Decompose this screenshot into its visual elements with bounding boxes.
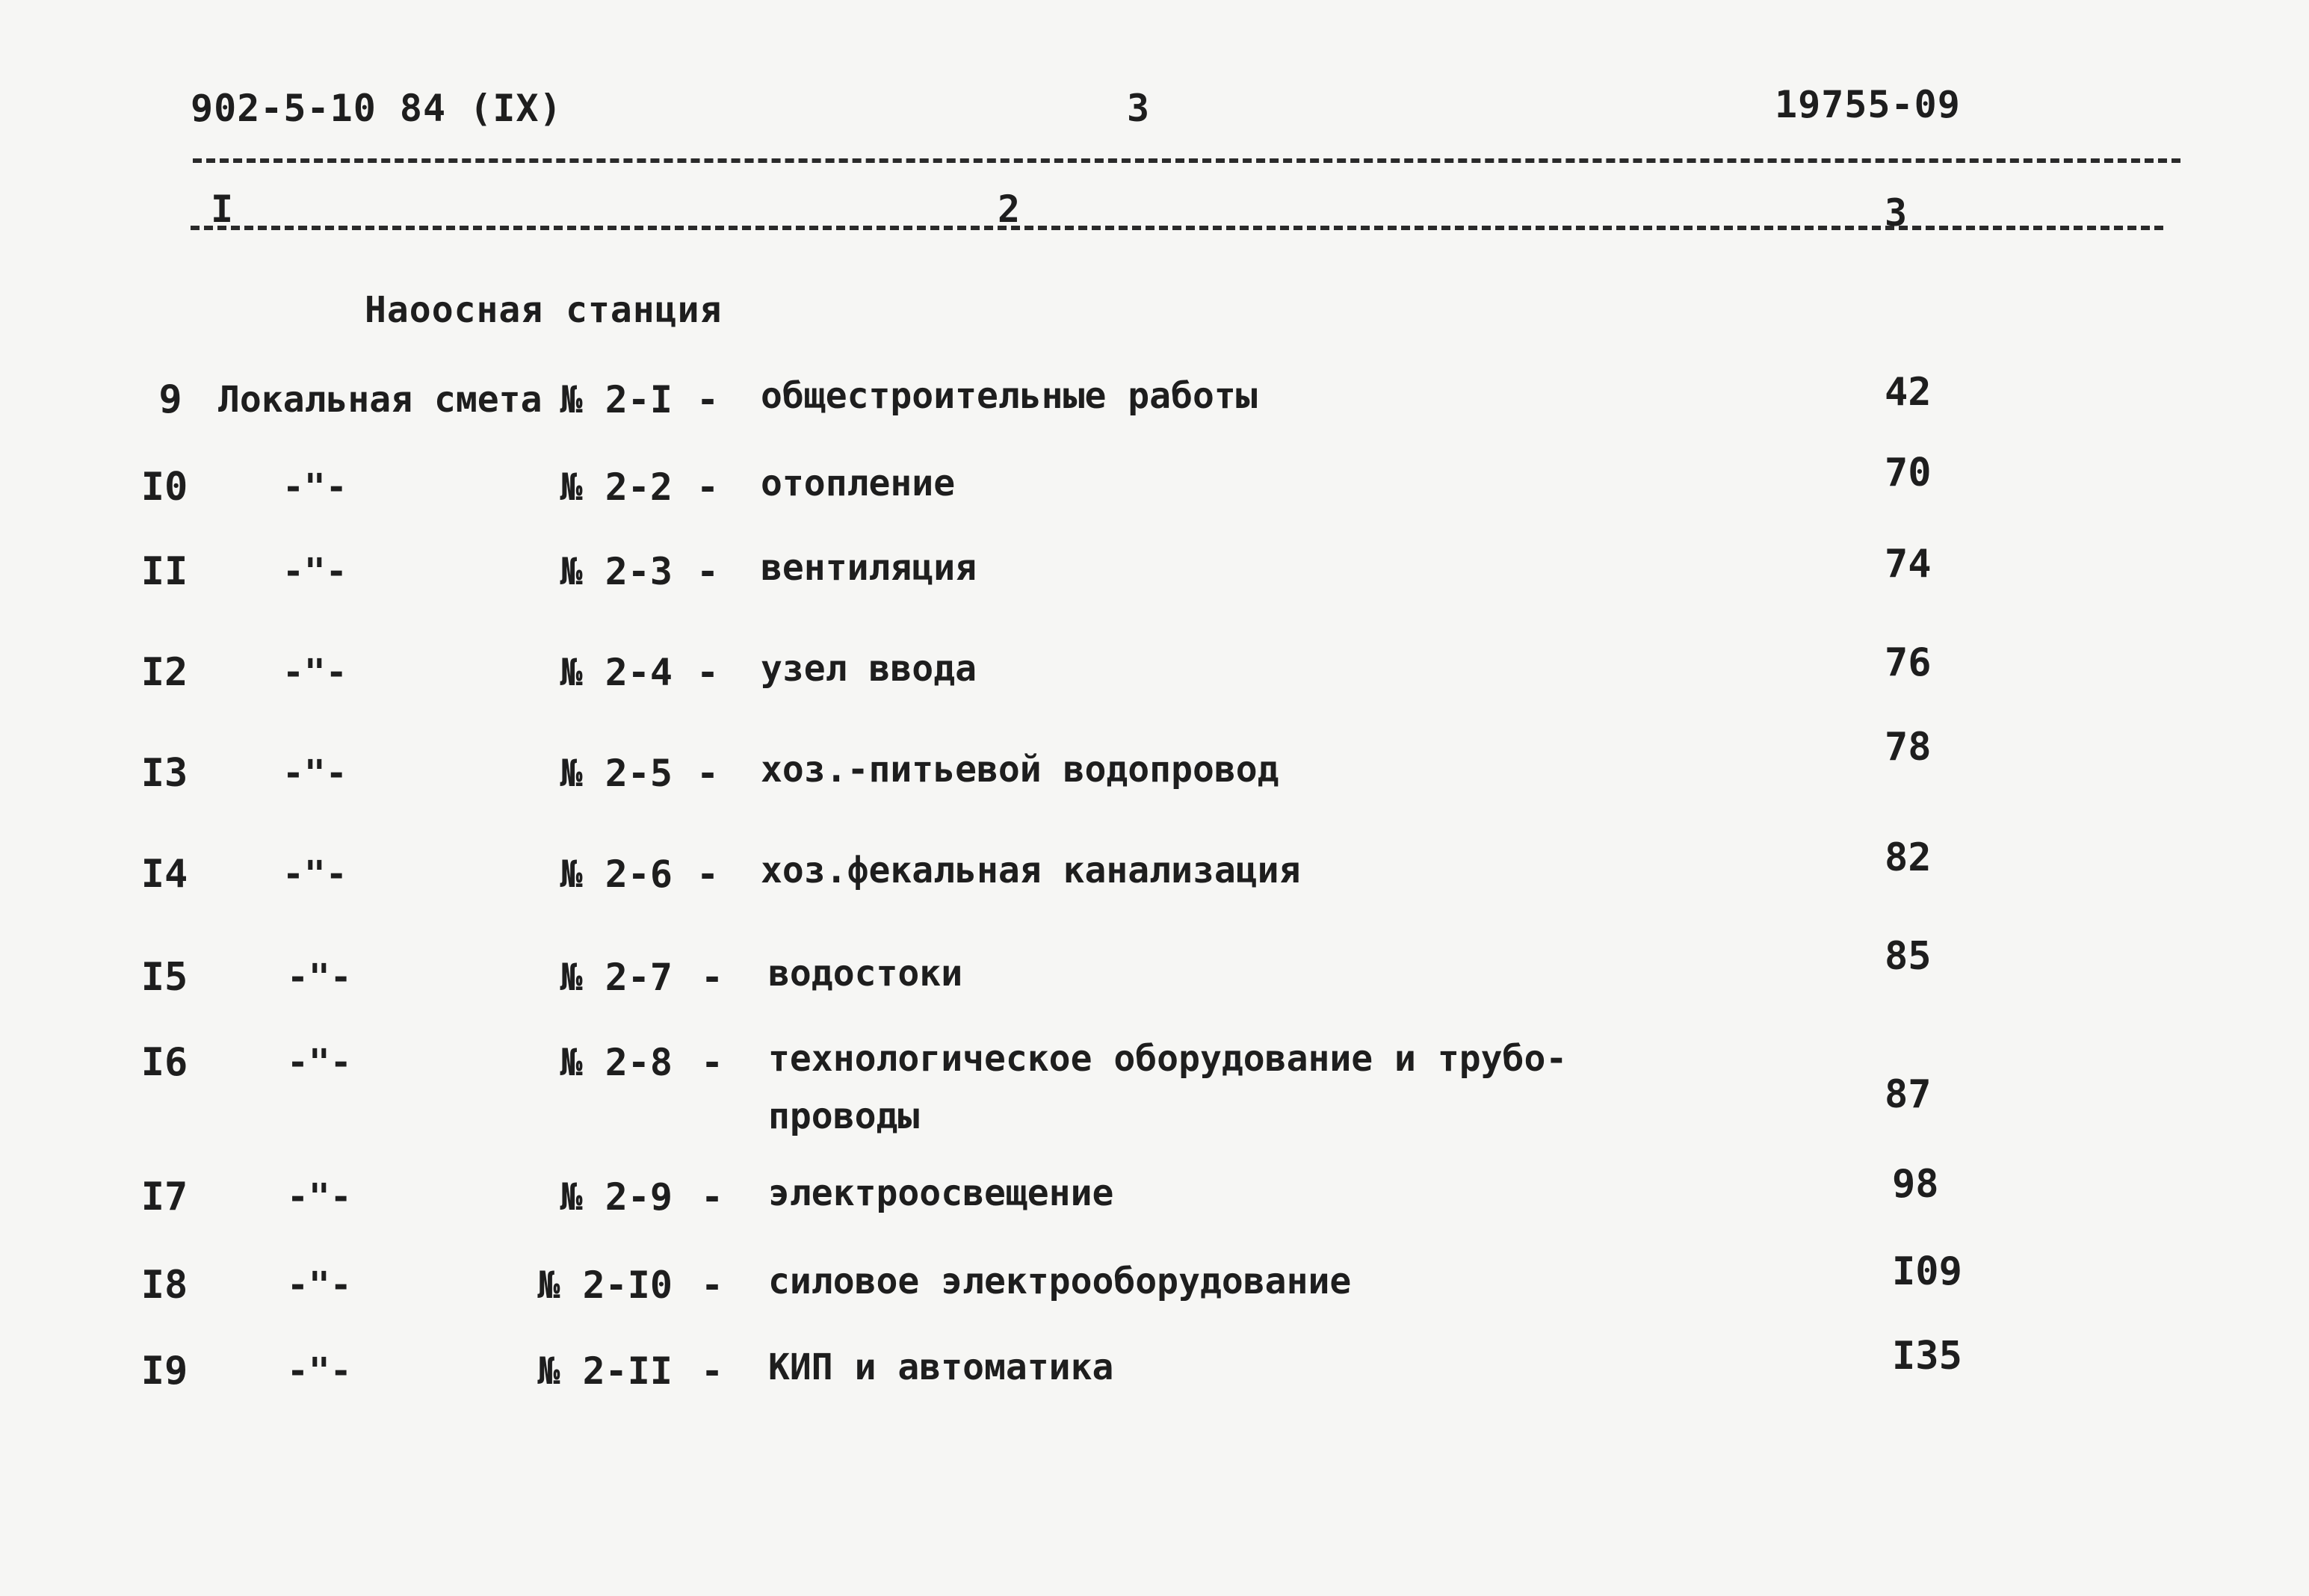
row-number: I2 (140, 650, 188, 695)
work-description: отопление (761, 463, 956, 504)
estimate-number: № 2-7 (560, 956, 673, 999)
estimate-number: № 2-2 (560, 466, 673, 509)
document-code-left: 902-5-10 84 (IX) (191, 87, 563, 130)
estimate-number: № 2-I0 (537, 1264, 673, 1307)
ditto-mark: -"- (287, 1176, 352, 1218)
work-description: узел ввода (761, 648, 977, 690)
row-dash: - (696, 651, 720, 694)
page-reference: 85 (1885, 934, 1932, 979)
row-dash: - (701, 1349, 724, 1393)
work-description: хоз.фекальная канализация (761, 850, 1301, 891)
row-number: 9 (158, 377, 182, 422)
row-dash: - (696, 378, 720, 421)
row-number: I8 (140, 1263, 188, 1308)
work-description: хоз.-питьевой водопровод (761, 749, 1279, 791)
row-dash: - (696, 466, 720, 509)
work-description: электроосвещение (768, 1172, 1114, 1214)
work-description: водостоки (768, 953, 963, 995)
row-number: I3 (140, 751, 188, 796)
header-divider (193, 158, 2180, 163)
work-description: силовое электрооборудование (768, 1261, 1352, 1302)
page-number: 3 (1127, 87, 1151, 130)
estimate-number: № 2-II (537, 1349, 673, 1393)
ditto-mark: -"- (287, 1042, 352, 1083)
ditto-mark: -"- (282, 853, 347, 895)
work-description: КИП и автоматика (768, 1346, 1114, 1388)
row-dash: - (701, 956, 724, 999)
column-number-3: 3 (1885, 191, 1908, 235)
estimate-number: № 2-9 (560, 1175, 673, 1219)
page-reference: 87 (1885, 1072, 1932, 1117)
ditto-mark: -"- (287, 956, 352, 998)
ditto-mark: -"- (282, 752, 347, 794)
row-number: I7 (140, 1175, 188, 1219)
page-reference: I09 (1892, 1249, 1962, 1294)
row-number: I9 (140, 1349, 188, 1394)
work-description: технологическое оборудование и трубо- (768, 1038, 1568, 1080)
page-reference: 74 (1885, 542, 1932, 587)
ditto-mark: -"- (282, 466, 347, 508)
row-dash: - (701, 1041, 724, 1084)
column-header-divider (191, 226, 2163, 230)
estimate-number: № 2-I (560, 378, 673, 421)
page-reference: 76 (1885, 640, 1932, 685)
page-reference: 82 (1885, 835, 1932, 880)
estimate-number: № 2-3 (560, 550, 673, 593)
row-number: I4 (140, 852, 188, 897)
row-number: I5 (140, 955, 188, 1000)
row-number: II (140, 549, 188, 594)
row-dash: - (696, 752, 720, 795)
row-dash: - (701, 1175, 724, 1219)
estimate-number: № 2-6 (560, 853, 673, 896)
estimate-number: № 2-4 (560, 651, 673, 694)
ditto-mark: -"- (282, 652, 347, 693)
column-number-1: I (211, 188, 235, 231)
page-reference: I35 (1892, 1334, 1962, 1379)
work-description-continued: проводы (768, 1095, 920, 1137)
row-number: I6 (140, 1040, 188, 1085)
page-reference: 78 (1885, 725, 1932, 770)
work-description: вентиляция (761, 547, 977, 589)
column-number-2: 2 (998, 188, 1021, 231)
estimate-number: № 2-5 (560, 752, 673, 795)
ditto-mark: -"- (282, 551, 347, 593)
row-label: Локальная смета (218, 379, 543, 421)
work-description: общестроительные работы (761, 375, 1258, 417)
row-number: I0 (140, 465, 188, 510)
section-title: Наоосная станция (365, 289, 723, 331)
page-reference: 98 (1892, 1162, 1939, 1207)
page-reference: 70 (1885, 451, 1932, 495)
document-code-right: 19755-09 (1775, 83, 1961, 126)
row-dash: - (701, 1264, 724, 1307)
ditto-mark: -"- (287, 1264, 352, 1306)
ditto-mark: -"- (287, 1350, 352, 1392)
estimate-number: № 2-8 (560, 1041, 673, 1084)
page-reference: 42 (1885, 370, 1932, 415)
row-dash: - (696, 550, 720, 593)
row-dash: - (696, 853, 720, 896)
